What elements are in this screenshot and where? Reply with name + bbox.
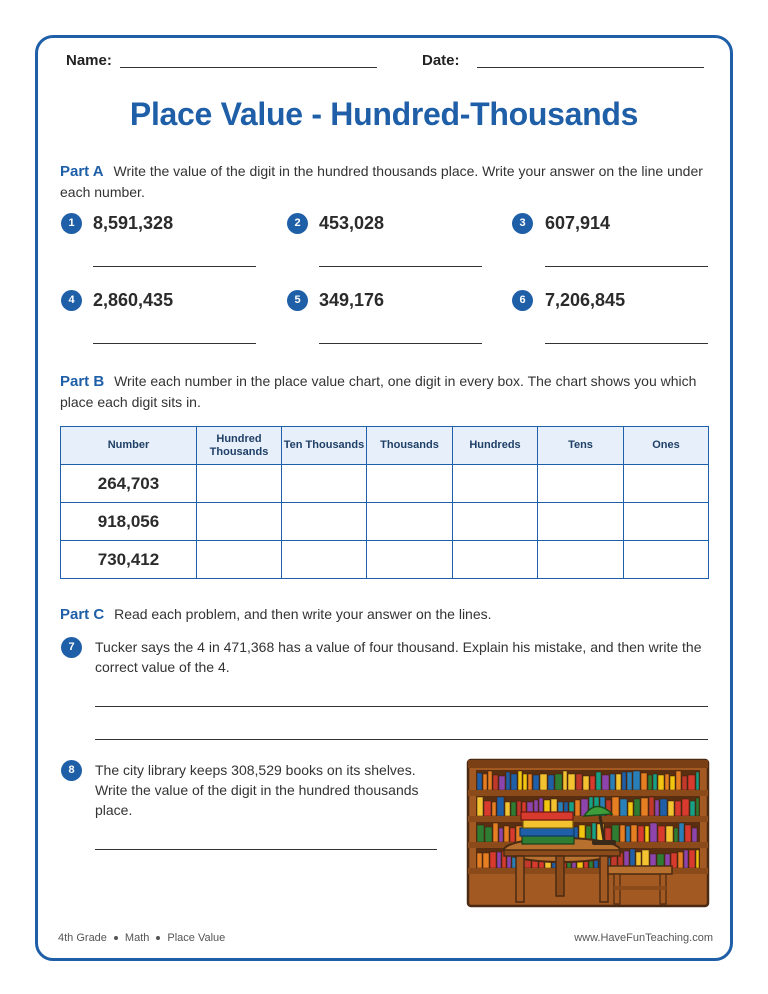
book-spine <box>497 852 501 868</box>
book-spine <box>575 800 580 816</box>
book-spine <box>620 825 625 842</box>
book-spine <box>540 774 547 790</box>
problem-badge-4: 4 <box>61 290 82 311</box>
book-spine <box>523 774 527 790</box>
book-spine <box>627 772 632 790</box>
book-spine <box>563 771 567 790</box>
problem-badge-6: 6 <box>512 290 533 311</box>
bullet-icon <box>114 936 118 940</box>
book-spine <box>679 823 684 842</box>
answer-line-7a[interactable] <box>95 706 708 707</box>
page-title: Place Value - Hundred-Thousands <box>129 96 639 132</box>
book-spine <box>622 772 626 790</box>
book-spine <box>548 775 554 790</box>
answer-line-8[interactable] <box>95 849 437 850</box>
book-spine <box>490 852 496 868</box>
problem-number-4: 2,860,435 <box>93 290 174 310</box>
book-spine <box>616 774 621 790</box>
digit-box[interactable] <box>453 503 538 541</box>
problem-number-1: 8,591,328 <box>93 213 174 233</box>
table-row <box>61 465 709 503</box>
book-spine <box>477 825 484 842</box>
book-spine <box>504 826 509 842</box>
book-spine <box>485 827 492 842</box>
column-header-hundred-thousands: Hundred Thousands <box>197 427 282 465</box>
column-header-ten-thousands: Ten Thousands <box>282 427 367 465</box>
book-spine <box>511 774 517 790</box>
book-spine <box>682 776 687 790</box>
part-c-instructions <box>60 604 710 625</box>
book-spine <box>676 771 681 790</box>
book-spine <box>665 774 669 790</box>
column-header-ones: Ones <box>624 427 709 465</box>
part-a-label: Part A <box>60 163 104 180</box>
book-spine <box>678 852 683 868</box>
book-spine <box>658 826 665 842</box>
part-c-text: Read each problem, and then write your answer on the lines. <box>114 606 492 622</box>
answer-line-2[interactable] <box>319 266 482 267</box>
book-spine <box>650 823 657 842</box>
book-spine <box>628 802 633 816</box>
book-spine <box>645 826 649 842</box>
book-spine <box>696 850 699 868</box>
digit-box[interactable] <box>367 465 453 503</box>
book-spine <box>555 774 562 790</box>
book-spine <box>668 801 674 816</box>
footer-website[interactable]: www.HaveFunTeaching.com <box>574 932 713 944</box>
book-spine <box>620 799 627 816</box>
footer-grade: 4th Grade <box>58 932 107 944</box>
digit-box[interactable] <box>197 541 282 579</box>
book-spine <box>602 775 609 790</box>
part-c-label: Part C <box>60 606 105 623</box>
digit-box[interactable] <box>197 465 282 503</box>
book-spine <box>596 772 601 790</box>
digit-box[interactable] <box>282 465 367 503</box>
footer-subject: Math <box>124 932 150 944</box>
name-label: Name: <box>66 52 112 69</box>
digit-box[interactable] <box>538 541 624 579</box>
book-spine <box>505 802 510 816</box>
book-spine <box>477 797 483 816</box>
footer-topic: Place Value <box>167 932 226 944</box>
answer-line-1[interactable] <box>93 266 256 267</box>
book-spine <box>605 828 611 842</box>
digit-box[interactable] <box>367 541 453 579</box>
digit-box[interactable] <box>282 541 367 579</box>
column-header-hundreds: Hundreds <box>453 427 538 465</box>
digit-box[interactable] <box>538 503 624 541</box>
book-spine <box>634 799 640 816</box>
chart-header-row <box>61 427 709 465</box>
book-spine <box>477 853 482 868</box>
problem-number-2: 453,028 <box>319 213 385 233</box>
book-spine <box>483 774 487 790</box>
book-spine <box>626 826 630 842</box>
answer-line-6[interactable] <box>545 343 708 344</box>
book-spine <box>492 802 496 816</box>
book-spine <box>610 774 615 790</box>
column-header-thousands: Thousands <box>367 427 453 465</box>
book-spine <box>666 826 673 842</box>
book-spine <box>689 850 695 868</box>
problem-badge-8: 8 <box>61 760 82 781</box>
book-spine <box>674 828 678 842</box>
book-spine <box>583 776 589 790</box>
name-line[interactable] <box>120 67 377 68</box>
book-spine <box>631 825 637 842</box>
row-number-1: 264,703 <box>61 465 197 503</box>
book-spine <box>499 776 505 790</box>
book-spine <box>493 775 498 790</box>
book-spine <box>493 823 498 842</box>
problem-number-6: 7,206,845 <box>545 290 626 310</box>
book-spine <box>477 773 482 790</box>
book-spine <box>510 828 515 842</box>
digit-box[interactable] <box>453 465 538 503</box>
book-spine <box>638 826 644 842</box>
book-spine <box>692 828 697 842</box>
book-spine <box>641 773 647 790</box>
digit-box[interactable] <box>453 541 538 579</box>
problem-7-text: Tucker says the 4 in 471,368 has a value of four thousand. Explain his mistake, and then write the correct value of the 4. <box>95 639 702 675</box>
answer-line-3[interactable] <box>545 266 708 267</box>
book-spine <box>660 799 667 816</box>
book-spine <box>649 797 654 816</box>
digit-box[interactable] <box>367 503 453 541</box>
digit-box[interactable] <box>624 503 709 541</box>
part-b-label: Part B <box>60 373 105 390</box>
book-spine <box>658 775 664 790</box>
problem-badge-5: 5 <box>287 290 308 311</box>
book-spine <box>568 774 575 790</box>
date-line[interactable] <box>477 67 704 68</box>
bullet-icon <box>156 936 160 940</box>
answer-line-7b[interactable] <box>95 739 708 740</box>
book-spine <box>612 825 619 842</box>
column-header-number: Number <box>61 427 197 465</box>
row-number-2: 918,056 <box>61 503 197 541</box>
book-spine <box>484 801 491 816</box>
problem-badge-2: 2 <box>287 213 308 234</box>
table-row <box>61 503 709 541</box>
answer-line-5[interactable] <box>319 343 482 344</box>
book-spine <box>533 775 539 790</box>
footer-breadcrumb <box>58 932 225 944</box>
book-spine <box>518 771 522 790</box>
part-a-text: Write the value of the digit in the hundred thousands place. Write your answer on the line under each number. <box>60 163 703 200</box>
table-row <box>61 541 709 579</box>
book-spine <box>528 774 532 790</box>
answer-line-4[interactable] <box>93 343 256 344</box>
book-spine <box>499 828 503 842</box>
book-spine <box>675 801 681 816</box>
problem-badge-3: 3 <box>512 213 533 234</box>
book-spine <box>688 775 695 790</box>
problem-number-5: 349,176 <box>319 290 385 310</box>
date-label: Date: <box>422 52 460 69</box>
book-spine <box>641 798 648 816</box>
digit-box[interactable] <box>197 503 282 541</box>
library-bookshelf-icon <box>466 758 710 910</box>
book-spine <box>612 797 619 816</box>
book-spine <box>685 825 691 842</box>
book-spine <box>655 800 659 816</box>
book-spine <box>653 774 657 790</box>
book-spine <box>633 771 640 790</box>
book-spine <box>690 801 695 816</box>
book-spine <box>696 798 699 816</box>
book-spine <box>511 802 516 816</box>
digit-box[interactable] <box>538 465 624 503</box>
digit-box[interactable] <box>624 465 709 503</box>
part-a-instructions <box>60 161 710 202</box>
book-spine <box>506 772 510 790</box>
book-spine <box>684 850 688 868</box>
book-spine <box>670 776 675 790</box>
part-b-text: Write each number in the place value chart, one digit in every box. The chart shows you which place each digit sits in. <box>60 373 697 410</box>
column-header-tens: Tens <box>538 427 624 465</box>
book-spine <box>590 776 595 790</box>
book-spine <box>488 771 492 790</box>
book-spine <box>648 775 652 790</box>
row-number-3: 730,412 <box>61 541 197 579</box>
book-spine <box>576 774 582 790</box>
part-b-instructions <box>60 371 710 412</box>
book-spine <box>483 853 489 868</box>
book-spine <box>696 772 699 790</box>
digit-box[interactable] <box>624 541 709 579</box>
problem-badge-7: 7 <box>61 637 82 658</box>
problem-8-text: The city library keeps 308,529 books on its shelves. Write the value of the digit in the hundred thousands place. <box>95 762 419 818</box>
place-value-chart <box>60 426 709 579</box>
problem-badge-1: 1 <box>61 213 82 234</box>
book-spine <box>682 799 689 816</box>
problem-number-3: 607,914 <box>545 213 611 233</box>
book-spine <box>497 797 504 816</box>
book-spine <box>630 849 635 868</box>
digit-box[interactable] <box>282 503 367 541</box>
